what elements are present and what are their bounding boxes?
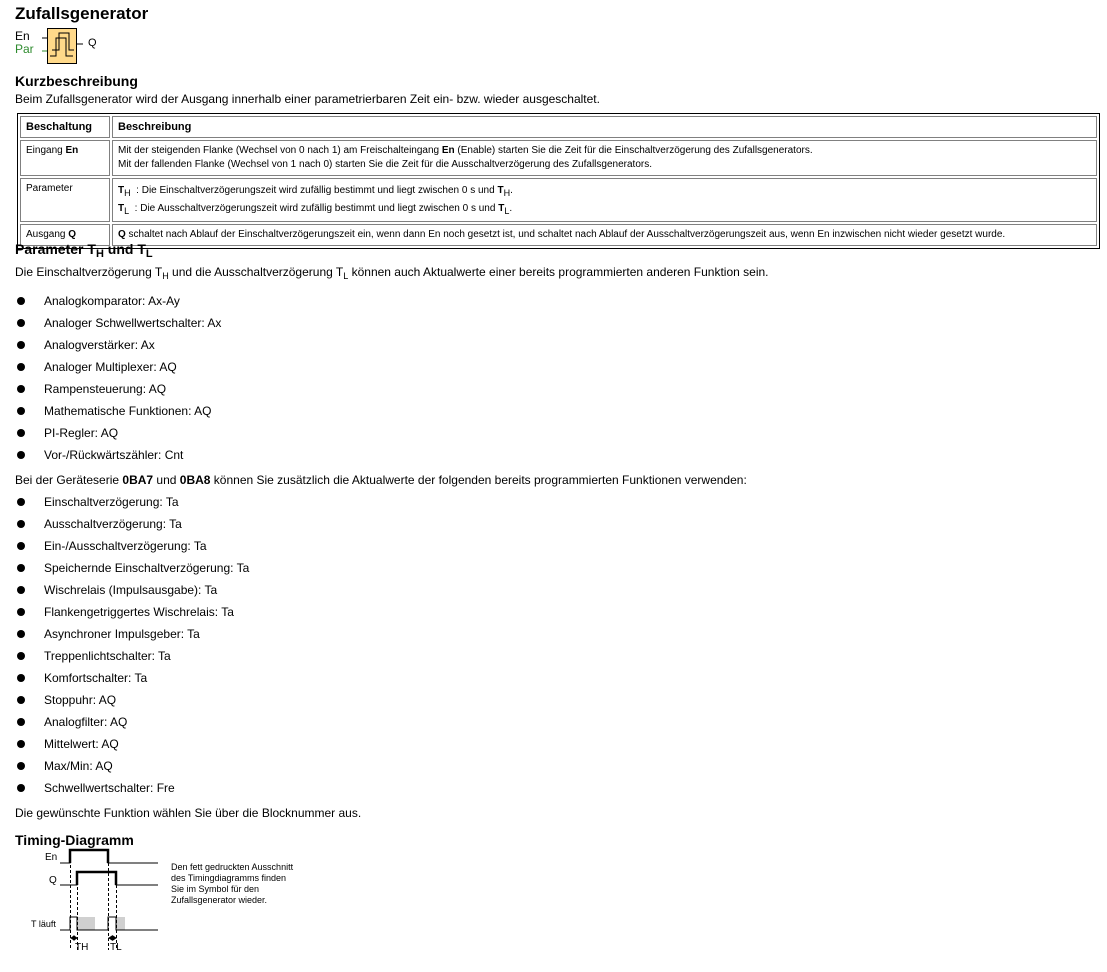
list-item xyxy=(16,334,221,356)
list-item-label: Analogverstärker: Ax xyxy=(44,338,155,352)
intro-text: können auch Aktualwerte einer bereits programmierten anderen Funktion sein. xyxy=(348,265,769,279)
list-item xyxy=(16,645,249,667)
bullet-icon xyxy=(17,407,25,415)
bullet-icon xyxy=(17,498,25,506)
timing-note xyxy=(171,862,293,906)
timing-label-en: En xyxy=(45,852,58,863)
timing-note-line: Zufallsgenerator wieder. xyxy=(171,895,268,905)
timing-signal-en-bold xyxy=(70,850,108,863)
desc-text: . xyxy=(510,185,513,196)
kurzbeschreibung-text: Beim Zufallsgenerator wird der Ausgang innerhalb einer parametrierbaren Zeit ein- bzw. wieder ausgeschaltet. xyxy=(15,92,600,106)
list-item xyxy=(16,356,221,378)
parameter-intro-text xyxy=(15,265,769,279)
list-item xyxy=(16,755,249,777)
param-symbol: T xyxy=(118,185,125,196)
list-item-label: Mittelwert: AQ xyxy=(44,737,119,751)
desc-text: (Enable) starten Sie die Zeit für die Einschaltverzögerung des Zufallsgenerators. xyxy=(454,145,813,156)
heading-subscript: L xyxy=(145,248,153,260)
series-bold: 0BA8 xyxy=(179,473,211,487)
list-item-label: PI-Regler: AQ xyxy=(44,426,119,440)
table-cell-description xyxy=(112,224,1097,246)
table-cell-description xyxy=(112,140,1097,176)
bullet-icon xyxy=(17,608,25,616)
intro-text: Die Einschaltverzögerung T xyxy=(15,265,163,279)
series-bold: 0BA7 xyxy=(122,473,154,487)
desc-line xyxy=(118,144,1091,158)
table-header-beschaltung: Beschaltung xyxy=(20,116,110,138)
function-list-basic xyxy=(16,290,221,466)
list-item-label: Analoger Schwellwertschalter: Ax xyxy=(44,316,222,330)
block-symbol xyxy=(15,28,115,66)
bullet-icon xyxy=(17,385,25,393)
list-item xyxy=(16,290,221,312)
intro-subscript: L xyxy=(343,271,349,281)
series-text-part: können Sie zusätzlich die Aktualwerte der folgenden bereits programmierten Funktionen verwenden: xyxy=(210,473,747,487)
table-row xyxy=(20,224,1097,246)
list-item xyxy=(16,733,249,755)
list-item-label: Wischrelais (Impulsausgabe): Ta xyxy=(44,583,218,597)
list-item xyxy=(16,557,249,579)
bullet-icon xyxy=(17,630,25,638)
list-item-label: Analoger Multiplexer: AQ xyxy=(44,360,177,374)
timing-diagram xyxy=(60,846,162,954)
list-item-label: Asynchroner Impulsgeber: Ta xyxy=(44,627,200,641)
symbol-input-en: En xyxy=(15,29,30,43)
desc-line xyxy=(118,200,1091,218)
param-symbol: T xyxy=(497,185,504,196)
list-item xyxy=(16,422,221,444)
param-subscript: L xyxy=(504,206,510,216)
timing-label-th: TH xyxy=(75,942,89,953)
list-item xyxy=(16,535,249,557)
param-symbol: T xyxy=(498,203,505,214)
list-item xyxy=(16,689,249,711)
table-cell-description xyxy=(112,178,1097,222)
desc-text: Mit der steigenden Flanke (Wechsel von 0 nach 1) am Freischalteingang xyxy=(118,145,442,156)
label-text: Eingang xyxy=(26,145,66,156)
table-header-beschreibung: Beschreibung xyxy=(112,116,1097,138)
label-bold: Q xyxy=(68,229,77,240)
list-item-label: Max/Min: AQ xyxy=(44,759,113,773)
list-item xyxy=(16,491,249,513)
description-table xyxy=(17,113,1100,249)
bullet-icon xyxy=(17,363,25,371)
bullet-icon xyxy=(17,762,25,770)
function-list-extended xyxy=(16,491,249,799)
param-subscript: L xyxy=(124,206,130,216)
section-heading-kurzbeschreibung: Kurzbeschreibung xyxy=(15,73,138,89)
list-item-label: Vor-/Rückwärtszähler: Cnt xyxy=(44,448,184,462)
desc-text: : Die Ausschaltverzögerungszeit wird zufällig bestimmt und liegt zwischen 0 s und xyxy=(131,203,499,214)
page-title: Zufallsgenerator xyxy=(15,4,149,23)
desc-text: : Die Einschaltverzögerungszeit wird zufällig bestimmt und liegt zwischen 0 s und xyxy=(133,185,498,196)
desc-line: Mit der fallenden Flanke (Wechsel von 1 nach 0) starten Sie die Zeit für die Ausschaltverzögerung des Zufallsgenerators. xyxy=(118,159,652,170)
list-item xyxy=(16,400,221,422)
list-item-label: Analogfilter: AQ xyxy=(44,715,128,729)
label-bold: En xyxy=(65,145,79,156)
bullet-icon xyxy=(17,542,25,550)
intro-subscript: H xyxy=(162,271,169,281)
param-subscript: H xyxy=(503,188,511,198)
timing-bar-th xyxy=(78,917,95,930)
series-text-part: Bei der Geräteserie xyxy=(15,473,123,487)
bullet-icon xyxy=(17,319,25,327)
timing-label-t-running: T läuft xyxy=(31,919,56,929)
list-item-label: Flankengetriggertes Wischrelais: Ta xyxy=(44,605,234,619)
timing-bar-tl xyxy=(116,917,125,930)
heading-subscript: H xyxy=(95,248,104,260)
list-item-label: Ein-/Ausschaltverzögerung: Ta xyxy=(44,539,207,553)
list-item-label: Stoppuhr: AQ xyxy=(44,693,117,707)
list-item xyxy=(16,777,249,799)
intro-text: und die Ausschaltverzögerung T xyxy=(168,265,344,279)
series-text xyxy=(15,473,747,487)
timing-note-line: des Timingdiagramms finden xyxy=(171,873,287,883)
list-item-label: Schwellwertschalter: Fre xyxy=(44,781,175,795)
list-item-label: Treppenlichtschalter: Ta xyxy=(44,649,171,663)
timing-guides xyxy=(71,850,117,950)
list-item-label: Speichernde Einschaltverzögerung: Ta xyxy=(44,561,250,575)
bullet-icon xyxy=(17,718,25,726)
random-generator-icon xyxy=(42,28,112,66)
timing-signal-q-bold xyxy=(77,872,116,885)
list-item xyxy=(16,378,221,400)
desc-bold: En xyxy=(441,145,455,156)
list-item xyxy=(16,444,221,466)
section-heading-parameter xyxy=(15,241,153,260)
list-item-label: Analogkomparator: Ax-Ay xyxy=(44,294,180,308)
table-header-row xyxy=(20,116,1097,138)
list-item xyxy=(16,601,249,623)
bullet-icon xyxy=(17,740,25,748)
list-item xyxy=(16,513,249,535)
bullet-icon xyxy=(17,784,25,792)
heading-text: Parameter T xyxy=(15,241,96,257)
list-item-label: Mathematische Funktionen: AQ xyxy=(44,404,212,418)
bullet-icon xyxy=(17,674,25,682)
select-function-text: Die gewünschte Funktion wählen Sie über die Blocknummer aus. xyxy=(15,806,362,820)
section-heading-timing: Timing-Diagramm xyxy=(15,832,134,848)
label-text: Ausgang xyxy=(26,229,69,240)
desc-text: schaltet nach Ablauf der Einschaltverzögerungszeit ein, wenn dann En noch gesetzt ist, und schaltet nach Ablauf der Ausschaltverzögerungszeit aus, wenn En inzwischen nicht wieder gesetzt wurde. xyxy=(125,229,1006,240)
list-item-label: Komfortschalter: Ta xyxy=(44,671,148,685)
bullet-icon xyxy=(17,429,25,437)
table-cell-label xyxy=(20,140,110,176)
heading-text: und T xyxy=(103,241,146,257)
timing-label-tl: TL xyxy=(110,942,122,953)
table-row xyxy=(20,178,1097,222)
timing-note-line: Sie im Symbol für den xyxy=(171,884,260,894)
list-item-label: Einschaltverzögerung: Ta xyxy=(44,495,179,509)
table-cell-label: Parameter xyxy=(20,178,110,222)
list-item xyxy=(16,667,249,689)
symbol-input-par: Par xyxy=(15,42,34,56)
table-row xyxy=(20,140,1097,176)
bullet-icon xyxy=(17,451,25,459)
desc-text: . xyxy=(509,203,513,214)
param-subscript: H xyxy=(124,188,131,198)
desc-bold: Q xyxy=(118,229,126,240)
timing-note-line: Den fett gedruckten Ausschnitt xyxy=(171,862,294,872)
list-item xyxy=(16,579,249,601)
bullet-icon xyxy=(17,586,25,594)
bullet-icon xyxy=(17,652,25,660)
list-item xyxy=(16,623,249,645)
bullet-icon xyxy=(17,297,25,305)
list-item-label: Ausschaltverzögerung: Ta xyxy=(44,517,182,531)
list-item xyxy=(16,312,221,334)
list-item-label: Rampensteuerung: AQ xyxy=(44,382,167,396)
param-symbol: T xyxy=(118,203,125,214)
list-item xyxy=(16,711,249,733)
bullet-icon xyxy=(17,520,25,528)
bullet-icon xyxy=(17,696,25,704)
timing-label-q: Q xyxy=(49,875,57,886)
series-text-part: und xyxy=(153,473,180,487)
bullet-icon xyxy=(17,341,25,349)
symbol-output-q: Q xyxy=(88,37,97,49)
desc-line xyxy=(118,182,1091,200)
bullet-icon xyxy=(17,564,25,572)
